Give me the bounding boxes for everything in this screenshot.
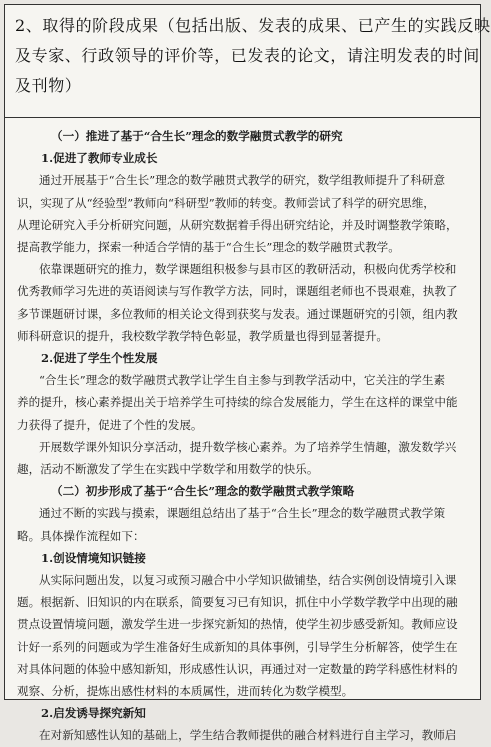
document-page [4,4,491,743]
paragraph-line: 贯点设置情境问题，激发学生进一步探究新知的热情，使学生初步感受新知。教师应设 [17,617,458,632]
paragraph-line: 对具体问题的体验中感知新知，形成感性认识，再通过对一定数量的跨学科感性材料的 [17,661,458,676]
paragraph-line: 力获得了提升，促进了个性的发展。 [17,417,203,432]
subsection-heading: 2.启发诱导探究新知 [41,706,146,721]
paragraph-line: 通过不断的实践与摸索，课题组总结出了基于“合生长”理念的数学融贯式教学策 [39,506,446,521]
paragraph-line: 提高教学能力，探索一种适合学情的基于“合生长”理念的数学融贯式教学。 [17,240,400,255]
paragraph-line: 师科研意识的提升，我校数学教学特色彰显，教学质量也得到显著提升。 [17,328,389,343]
paragraph-line: 从实际问题出发，以复习或预习融合中小学知识做铺垫，结合实例创设情境引入课 [39,573,457,588]
header-line: 2、取得的阶段成果（包括出版、发表的成果、已产生的实践反映 [15,16,491,35]
subsection-heading: 1.促进了教师专业成长 [41,151,158,166]
paragraph-line: 依靠课题研究的推力，数学课题组积极参与县市区的教研活动，积极向优秀学校和 [39,262,457,277]
paragraph-line: 从理论研究入手分析研究问题，从研究数据着手得出研究结论，并及时调整教学策略， [17,217,458,232]
header-line: 及刊物） [15,76,82,95]
paragraph-line: 计好一系列的问题或为学生准备好生成新知的具体事例，引导学生分析解答，使学生在 [17,639,458,654]
paragraph-line: 养的提升，核心素养提出关于培养学生可持续的综合发展能力，学生在这样的课堂中能 [17,395,458,410]
paragraph-line: 略。具体操作流程如下： [17,528,145,543]
paragraph-line: 开展数学课外知识分享活动，提升数学核心素养。为了培养学生情趣，激发数学兴 [39,439,457,454]
paragraph-line: 题。根据新、旧知识的内在联系，简要复习已有知识，抓住中小学数学教学中出现的融 [17,595,458,610]
paragraph-line: “合生长”理念的数学融贯式教学让学生自主参与到教学活动中，它关注的学生素 [39,373,446,388]
paragraph-line: 在对新知感性认知的基础上，学生结合教师提供的融合材料进行自主学习，教师启 [39,728,457,743]
body-text [5,125,480,743]
paragraph-line: 优秀教师学习先进的英语阅读与写作教学方法，同时，课题组老师也不畏艰难，执教了 [17,284,458,299]
subsection-heading: 1.创设情境知识链接 [41,550,146,565]
section-header [5,5,491,118]
subsection-heading: 2.促进了学生个性发展 [41,351,158,366]
paragraph-line: 识，实现了从“经验型”教师向“科研型”教师的转变。教师尝试了科学的研究思维， [17,195,435,210]
header-line: 及专家、行政领导的评价等，已发表的论文，请注明发表的时间 [15,46,480,65]
paragraph-line: 通过开展基于“合生长”理念的数学融贯式教学的研究，数学组教师提升了科研意 [39,173,446,188]
paragraph-line: 观察、分析，提炼出感性材料的本质属性，进而转化为数学模型。 [17,684,354,699]
paragraph-line: 趣，活动不断激发了学生在实践中学数学和用数学的快乐。 [17,462,319,477]
paragraph-line: 多节课题研讨课，多位教师的相关论文得到获奖与发表。通过课题研究的引领，组内教 [17,306,458,321]
section-heading: （二）初步形成了基于“合生长”理念的数学融贯式教学策略 [51,484,355,499]
section-heading: （一）推进了基于“合生长”理念的数学融贯式教学的研究 [51,129,343,143]
